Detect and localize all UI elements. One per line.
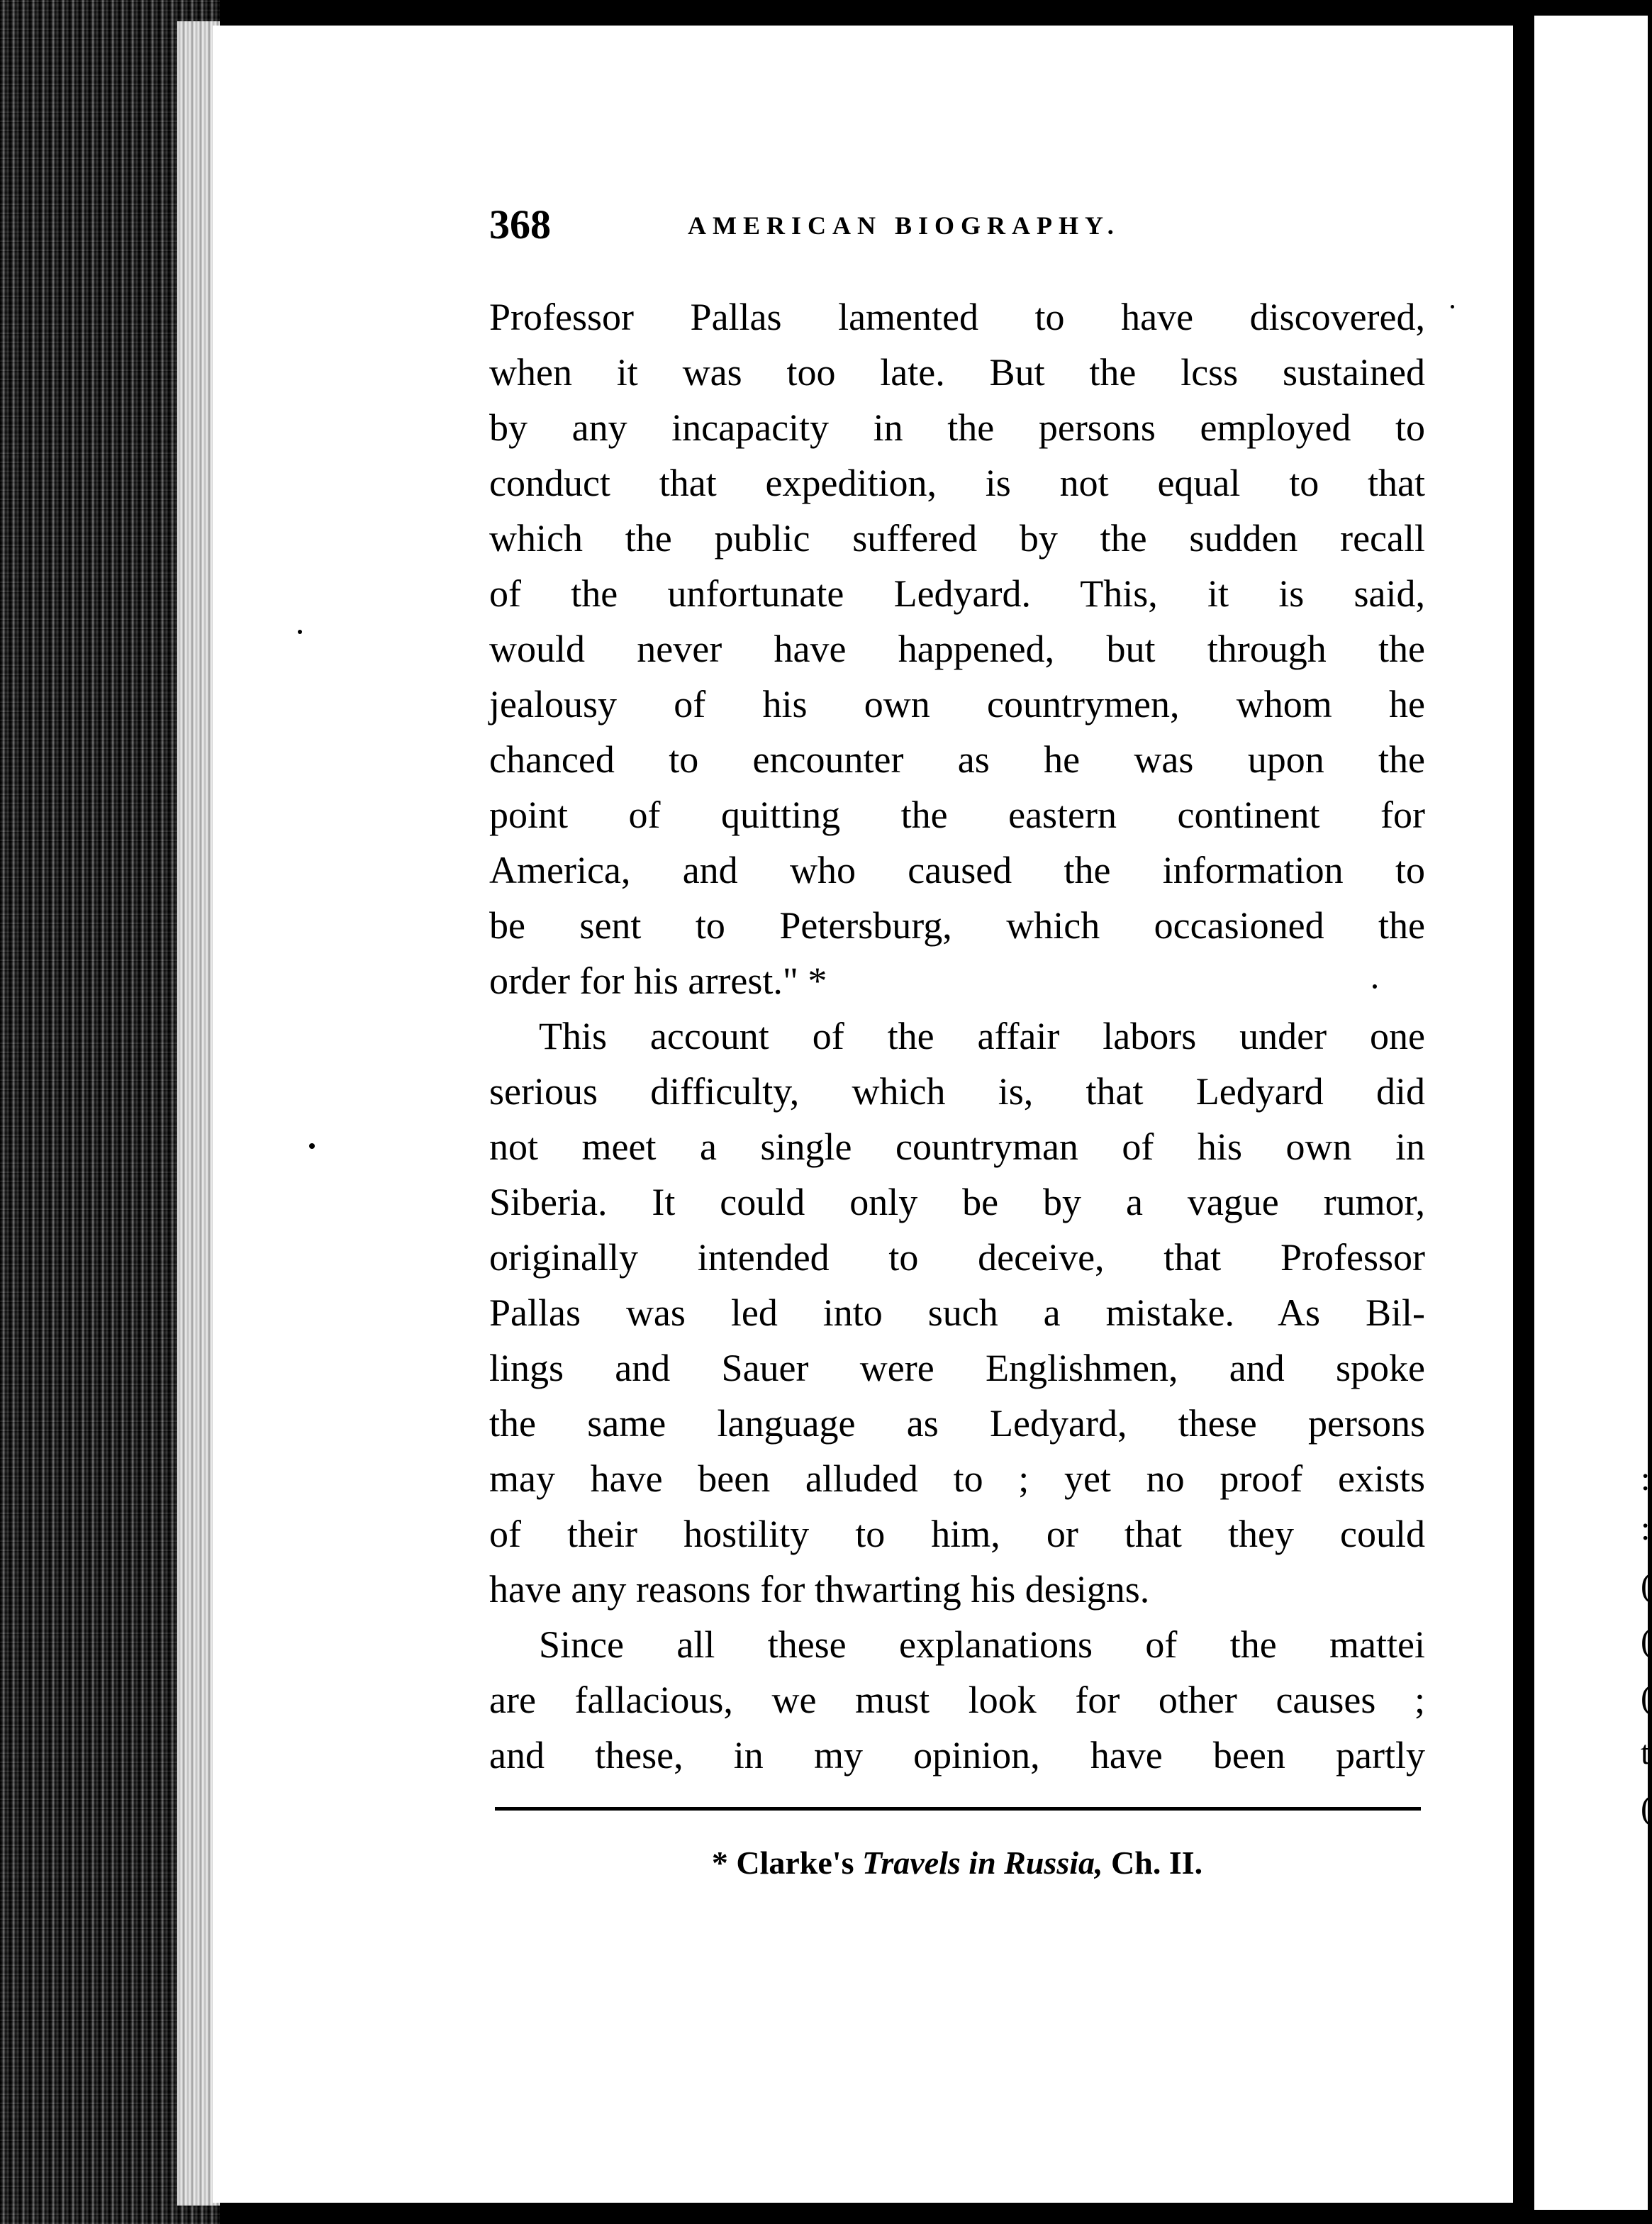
text-line: jealousy of his own countrymen, whom he (489, 683, 1425, 725)
text-line: serious difficulty, which is, that Ledyard did (489, 1070, 1425, 1113)
facing-page-fragment: : (1641, 1510, 1651, 1547)
text-line: would never have happened, but through the (489, 628, 1425, 670)
body-text (489, 289, 1425, 1783)
facing-page-fragment: ( (1641, 1789, 1652, 1827)
text-line: order for his arrest." * (489, 960, 827, 1002)
facing-page-fragment: : (1641, 1460, 1651, 1498)
text-line: Professor Pallas lamented to have discovered, (489, 296, 1425, 338)
text-line: which the public suffered by the sudden recall (489, 517, 1425, 560)
binding-gutter (1513, 0, 1534, 2224)
text-line: of their hostility to him, or that they could (489, 1513, 1425, 1555)
text-line: of the unfortunate Ledyard. This, it is said, (489, 572, 1425, 615)
text-line: Siberia. It could only be by a vague rumor, (489, 1181, 1425, 1223)
facing-page (1534, 16, 1652, 2210)
text-line: This account of the affair labors under one (539, 1015, 1425, 1057)
text-line: the same language as Ledyard, these persons (489, 1402, 1425, 1445)
facing-page-fragment: ( (1641, 1567, 1652, 1604)
footnote-author: Clarke's (736, 1845, 854, 1881)
scan-speck (1451, 305, 1454, 308)
facing-page-fragment: ( (1641, 1622, 1652, 1659)
text-line: conduct that expedition, is not equal to that (489, 462, 1425, 504)
text-line: lings and Sauer were Englishmen, and spoke (489, 1347, 1425, 1389)
text-line: are fallacious, we must look for other causes ; (489, 1679, 1425, 1721)
text-line: originally intended to deceive, that Professor (489, 1236, 1425, 1279)
text-line: be sent to Petersburg, which occasioned the (489, 904, 1425, 947)
text-line: by any incapacity in the persons employed to (489, 406, 1425, 449)
footnote-marker: * (711, 1845, 728, 1881)
scan-speck (298, 630, 302, 634)
text-line: when it was too late. But the lcss sustained (489, 351, 1425, 394)
scan-speck (1373, 984, 1377, 989)
text-line: America, and who caused the information to (489, 849, 1425, 891)
text-line: have any reasons for thwarting his designs. (489, 1568, 1150, 1611)
text-line: chanced to encounter as he was upon the (489, 738, 1425, 781)
text-line: point of quitting the eastern continent for (489, 794, 1425, 836)
page-header (489, 201, 1418, 257)
text-line: and these, in my opinion, have been partly (489, 1734, 1425, 1777)
text-line: Since all these explanations of the mattei (539, 1623, 1425, 1666)
footnote-rule (495, 1807, 1421, 1811)
text-line: not meet a single countryman of his own in (489, 1125, 1425, 1168)
facing-page-fragment: t (1641, 1734, 1651, 1772)
facing-page-fragment: ( (1641, 1679, 1652, 1716)
running-head: AMERICAN BIOGRAPHY. (688, 211, 1120, 240)
text-line: may have been alluded to ; yet no proof exists (489, 1457, 1425, 1500)
footnote (489, 1844, 1425, 1881)
text-line: Pallas was led into such a mistake. As Bil- (489, 1291, 1425, 1334)
scan-speck (309, 1143, 315, 1149)
page-number: 368 (489, 201, 551, 248)
footnote-chapter: Ch. II. (1111, 1845, 1203, 1881)
footnote-title: Travels in Russia, (861, 1845, 1103, 1881)
